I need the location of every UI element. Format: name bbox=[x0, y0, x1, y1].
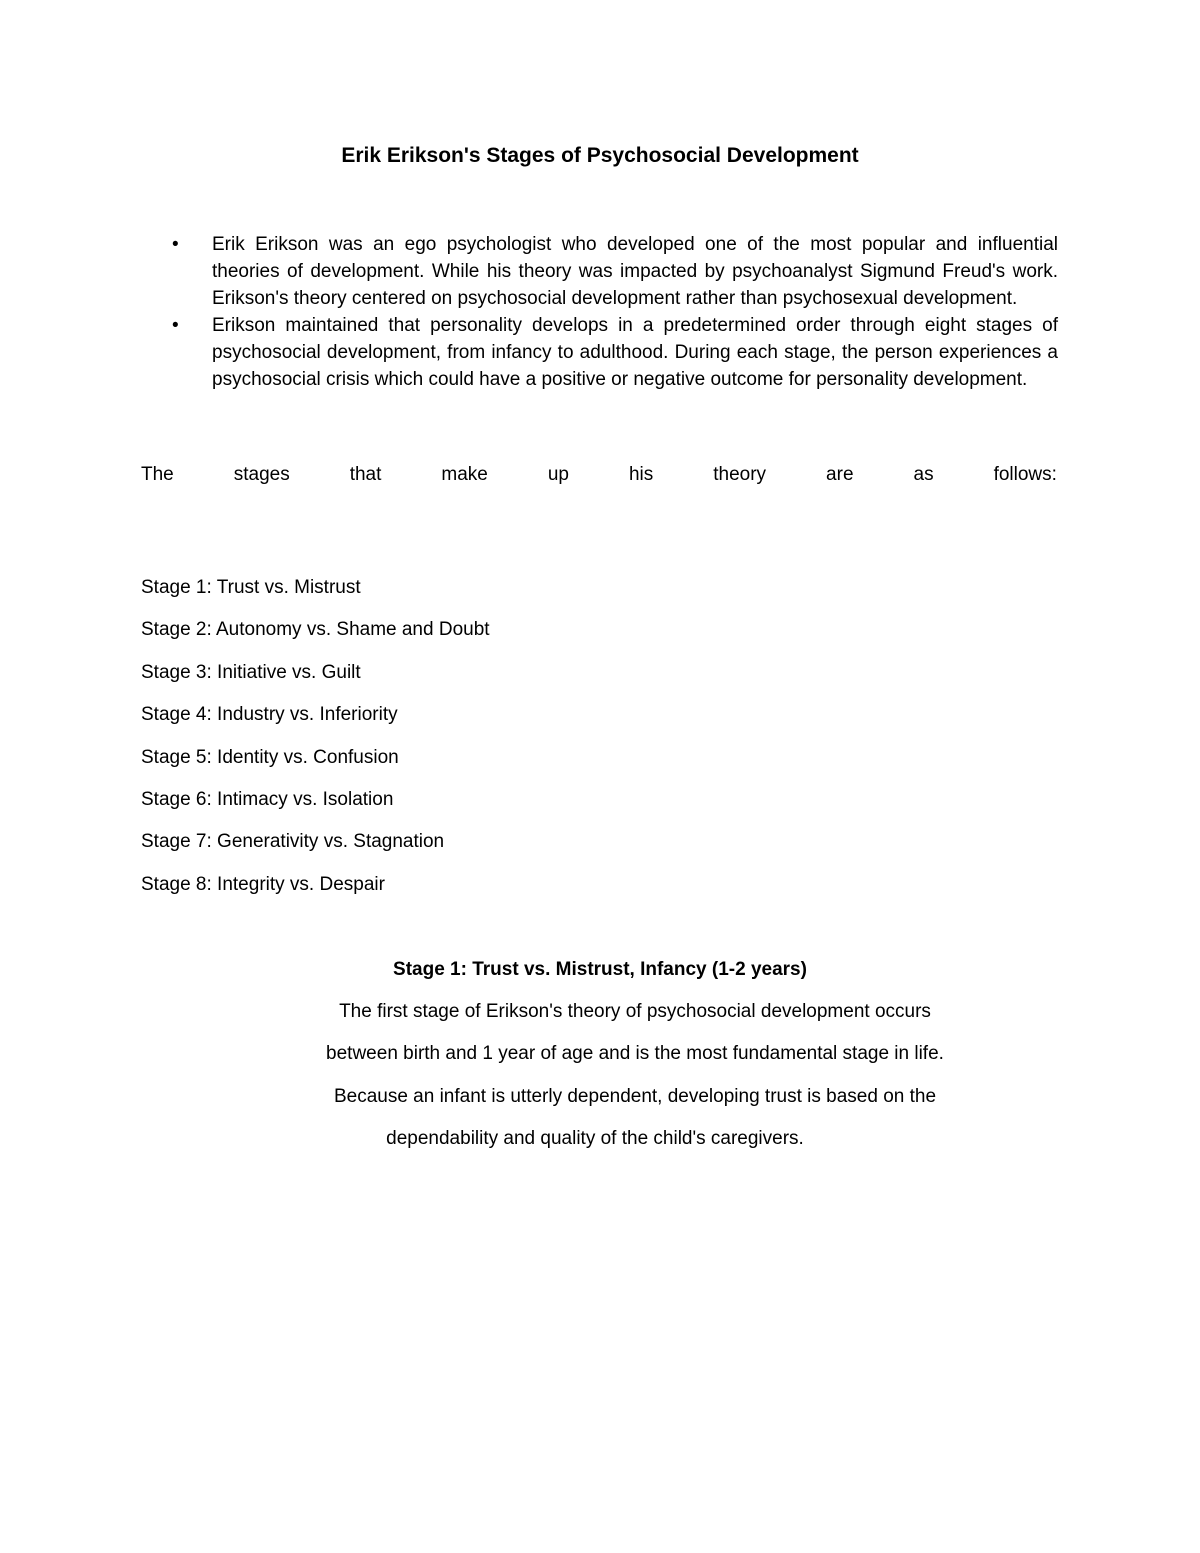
stage-list-item: Stage 5: Identity vs. Confusion bbox=[141, 746, 399, 768]
intro-word: that bbox=[349, 464, 382, 485]
intro-word: make bbox=[441, 464, 488, 485]
intro-word: The bbox=[141, 464, 174, 485]
bullet-text: Erik Erikson was an ego psychologist who developed one of the most popular and influential theories of development. While his theory was impacted by psychoanalyst Sigmund Freud's work. Erikson's theory centered on psychosocial development rather than psychosexual development. bbox=[212, 234, 1058, 309]
stage-list-item: Stage 6: Intimacy vs. Isolation bbox=[141, 788, 394, 810]
stage-list-item: Stage 1: Trust vs. Mistrust bbox=[141, 577, 361, 598]
bullet-text: Erikson maintained that personality develops in a predetermined order through eight stages of psychosocial development, from infancy to adulthood. During each stage, the person experiences a psychosocial crisis which could have a positive or negative outcome for personality development. bbox=[212, 315, 1058, 390]
document-title: Erik Erikson's Stages of Psychosocial Development bbox=[341, 144, 859, 167]
bullet-item bbox=[172, 312, 1058, 393]
stages-intro-paragraph bbox=[141, 461, 1057, 488]
bullet-icon: • bbox=[172, 315, 179, 336]
intro-word: theory bbox=[713, 464, 767, 485]
stage1-paragraph-line: The first stage of Erikson's theory of psychosocial development occurs bbox=[339, 1001, 931, 1022]
stage-list-item: Stage 8: Integrity vs. Despair bbox=[141, 873, 385, 895]
stage-list-item: Stage 4: Industry vs. Inferiority bbox=[141, 704, 398, 726]
intro-word: up bbox=[547, 464, 569, 485]
stage-list bbox=[141, 574, 490, 913]
intro-word: as bbox=[913, 464, 934, 485]
bullet-icon: • bbox=[172, 234, 179, 255]
stage1-paragraph-line: dependability and quality of the child's caregivers. bbox=[386, 1128, 804, 1150]
intro-word: stages bbox=[233, 464, 290, 485]
stage-list-item: Stage 7: Generativity vs. Stagnation bbox=[141, 831, 445, 853]
intro-word: are bbox=[826, 464, 854, 485]
intro-word: his bbox=[628, 464, 654, 485]
stage-list-item: Stage 3: Initiative vs. Guilt bbox=[141, 661, 361, 683]
bullet-item bbox=[172, 231, 1058, 312]
bullet-list bbox=[172, 231, 1058, 393]
stage1-heading: Stage 1: Trust vs. Mistrust, Infancy (1-2 years) bbox=[393, 959, 807, 980]
stage1-paragraph bbox=[0, 998, 1200, 1168]
intro-word: follows: bbox=[993, 464, 1057, 485]
stage1-paragraph-line: between birth and 1 year of age and is the most fundamental stage in life. bbox=[326, 1043, 944, 1065]
stage-list-item: Stage 2: Autonomy vs. Shame and Doubt bbox=[141, 619, 490, 641]
stage1-paragraph-line: Because an infant is utterly dependent, developing trust is based on the bbox=[333, 1085, 937, 1107]
